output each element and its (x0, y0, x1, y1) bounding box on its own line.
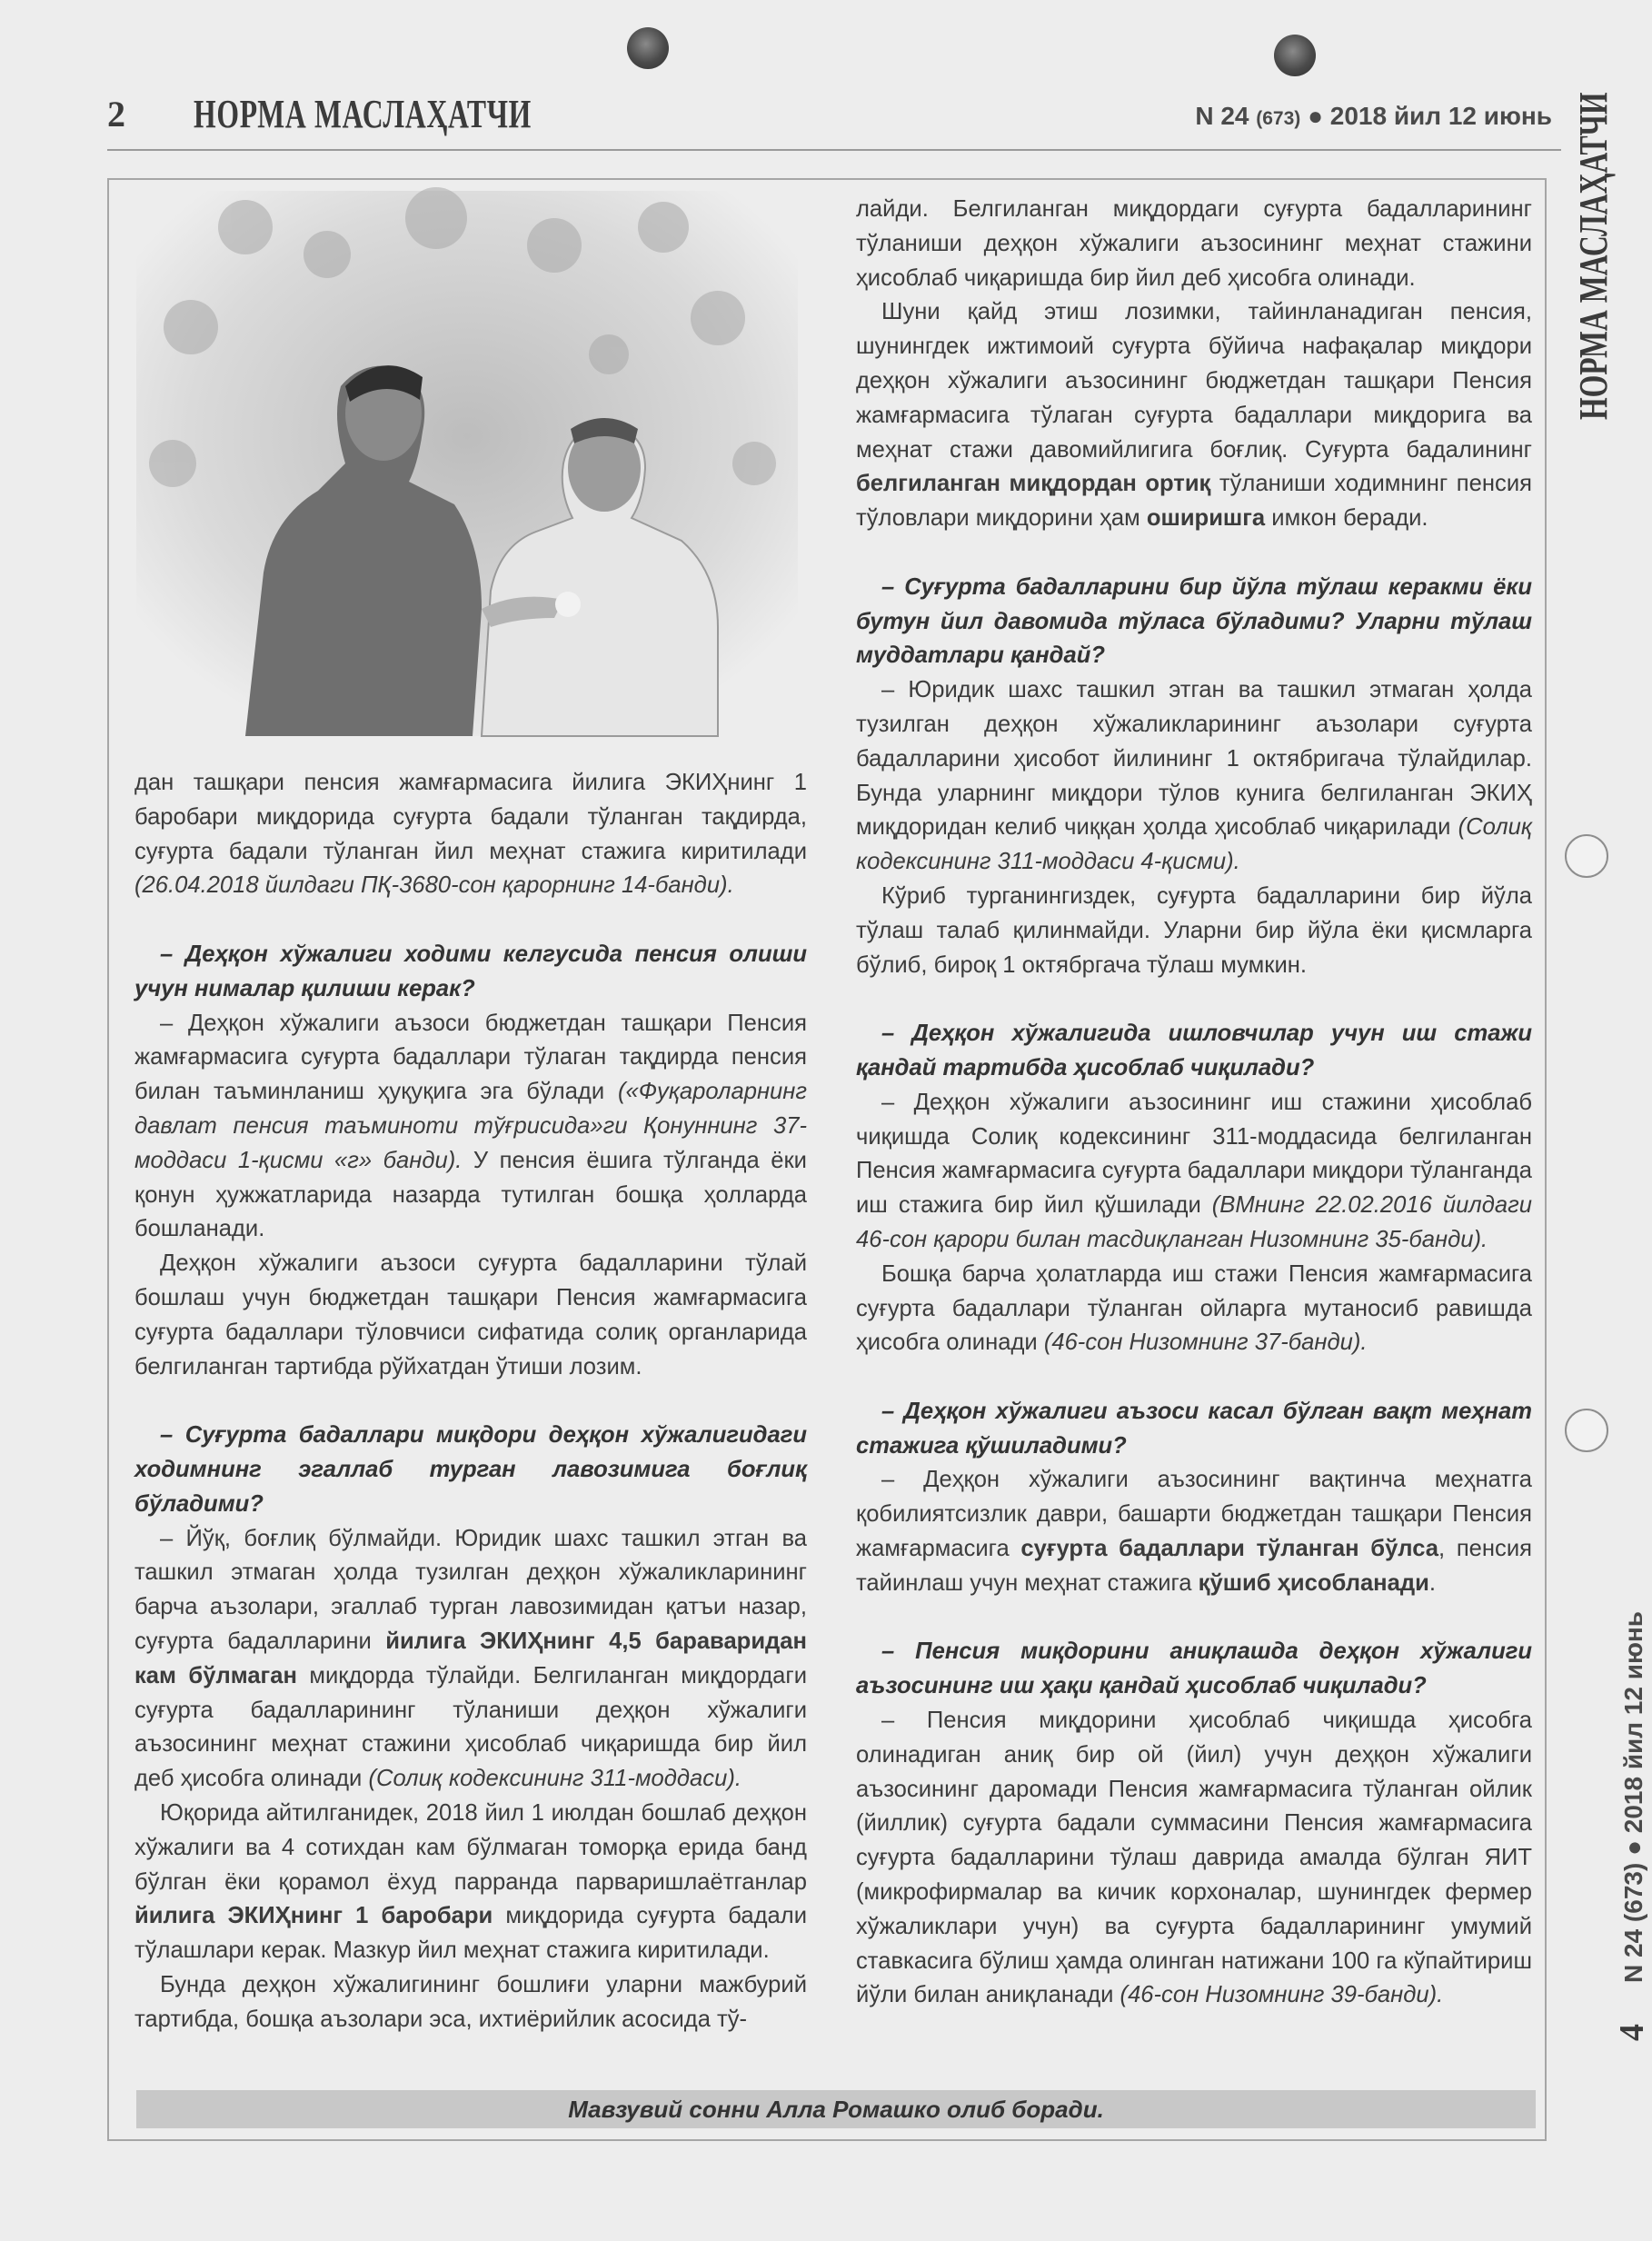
reference: (46-сон Низомнинг 39-банди). (1120, 1982, 1444, 2008)
side-page-number: 4 (1613, 2024, 1651, 2041)
side-issue-info: N 24 (673) ● 2018 йил 12 июнь (1619, 1611, 1647, 1983)
emphasis: йилига ЭКИҲнинг 1 баробари (134, 1903, 493, 1929)
paragraph (134, 1797, 807, 1968)
binder-hole (1274, 35, 1316, 76)
paragraph (856, 1704, 1532, 2013)
paragraph: лайди. Белгиланган миқдордаги суғурта бадалларининг тўланиши деҳқон хўжалиги аъзосининг меҳнат стажини ҳисоблаб чиқаришда бир йил деб ҳисобга олинади. (856, 196, 1532, 291)
emphasis: йилига ЭКИҲнинг 4,5 бараваридан кам бўлмаган (134, 1628, 807, 1688)
paragraph (134, 766, 807, 903)
text: Бошқа барча ҳолатларда иш стажи Пенсия жамғармасига суғурта бадаллари тўланган ойларга мутаносиб равишда ҳисобга олинади (856, 1260, 1532, 1356)
issue-date: ● 2018 йил 12 июнь (1308, 102, 1552, 130)
emphasis: белгиланган миқдордан ортиқ (856, 471, 1211, 497)
paragraph: Деҳқон хўжалиги аъзоси суғурта бадалларини тўлай бошлаш учун бюджетдан ташқари Пенсия жамғармасига суғурта бадаллари тўловчиси сифатида солиқ органларида белгиланган тартибда рўйхатдан ўтиши лозим. (134, 1250, 807, 1379)
paragraph: Бунда деҳқон хўжалигининг бошлиғи уларни мажбурий тартибда, бошқа аъзолари эса, ихтиёрийлик асосида тў- (134, 1971, 807, 2032)
emphasis: суғурта бадаллари тўланган бўлса (1020, 1536, 1439, 1562)
text: Шуни қайд этиш лозимки, тайинланадиган пенсия, шунингдек ижтимоий суғурта бўйича нафақалар миқдори деҳқон хўжалиги аъзосининг бюджетдан ташқари Пенсия жамғармасига тўлаган суғурта бадаллари миқдорига ва меҳнат стажи давомийлигига боғлиқ. Суғурта бадалининг (856, 299, 1532, 463)
punch-hole (1565, 1409, 1608, 1452)
paragraph: Кўриб турганингиздек, суғурта бадалларини бир йўла тўлаш талаб қилинмайди. Уларни бир йўла ёки қисмларга бўлиб, бироқ 1 октябргача тўлаш мумкин. (856, 882, 1532, 978)
issue-serial: (673) (1256, 108, 1301, 129)
text: . (1428, 1569, 1436, 1596)
question-heading: – Деҳқон хўжалиги аъзоси касал бўлган вақт меҳнат стажига қўшиладими? (856, 1398, 1532, 1459)
text: – Йўқ, боғлиқ бўлмайди. Юридик шахс ташкил этган ва ташкил этмаган ҳолда тузилган деҳқон хўжаликларининг барча аъзолари, эгаллаб турган лавозимидан қатъи назар, суғурта бадалларини (134, 1525, 807, 1654)
text: миқдорда тўлайди. Белгиланган миқдордаги суғурта бадалларининг тўланиши деҳқон хўжалиги аъзосининг меҳнат стажини ҳисоблаб чиқаришда бир йил деб ҳисобга олинади (134, 1662, 808, 1792)
text: – Юридик шахс ташкил этган ва ташкил этмаган ҳолда тузилган деҳқон хўжаликларининг аъзолари суғурта бадалларини ҳисобот йилининг 1 октябригача тўлайдилар. Бунда уларнинг миқдори тўлов кунига белгиланган ЭКИҲ миқдоридан келиб чиққан ҳолда ҳисоблаб чиқарилади (856, 677, 1532, 841)
text: миқдорида суғурта бадали тўлашлари керак. Мазкур йил меҳнат стажига киритилади. (134, 1903, 807, 1964)
left-column (134, 766, 807, 2037)
question-heading: – Суғурта бадалларини бир йўла тўлаш керакми ёки бутун йил давомида тўласа бўладими? Уларни тўлаш муддатлари қандай? (856, 573, 1532, 669)
issue-number: N 24 (1195, 102, 1249, 130)
question-heading: – Деҳқон хўжалиги ходими келгусида пенсия олиши учун нималар қилиши керак? (134, 941, 807, 1001)
reference: (Солиқ кодексининг 311-моддаси 4-қисми). (856, 814, 1532, 875)
text: , пенсия тайинлаш учун меҳнат стажига (856, 1536, 1532, 1596)
text: дан ташқари пенсия жамғармасига йилига ЭКИҲнинг 1 баробари миқдорида суғурта бадали тўланган тақдирда, суғурта бадали тўланган йил меҳнат стажига киритилади (134, 770, 807, 864)
text: У пенсия ёшига тўлганда ёки қонун ҳужжатларида назарда тутилган бошқа ҳолларда бошланади. (134, 1147, 807, 1242)
reference: (ВМнинг 22.02.2016 йилдаги 46-сон қарори билан тасдиқланган Низомнинг 35-банди). (856, 1192, 1532, 1252)
text: – Пенсия миқдорини ҳисоблаб чиқишда ҳисобга олинадиган аниқ бир ой (йил) учун деҳқон хўжалиги аъзосининг даромади Пенсия жамғармасига тўланган ойлик (йиллик) суғурта бадали суммасини Пенсия жамғармасига суғурта бадалларини тўлаш даврида амалда бўлган ЯИТ (микрофирмалар ва кичик корхоналар, шунингдек фермер хўжаликлари учун) ва суғурта бадалларининг умумий ставкасига бўлиш ҳамда олинган натижани 100 га кўпайтириш йўли билан аниқланади (856, 1708, 1532, 2008)
header-rule (107, 149, 1561, 151)
text: тўланиши ходимнинг пенсия тўловлари миқдорини ҳам (856, 471, 1532, 532)
issue-info (1195, 102, 1552, 131)
punch-hole (1565, 834, 1608, 878)
page-number: 2 (107, 94, 125, 134)
paragraph (856, 1258, 1532, 1360)
text: имкон беради. (1265, 505, 1428, 532)
article-photo (136, 191, 798, 736)
paragraph (856, 1463, 1532, 1600)
page-header (107, 91, 1552, 145)
text: – Деҳқон хўжалиги аъзоси бюджетдан ташқари Пенсия жамғармасига суғурта бадаллари тўлаган тақдирда пенсия билан таъминланиш ҳуқуқига эга бўлади (134, 1010, 807, 1105)
masthead-title: НОРМА МАСЛАҲАТЧИ (194, 92, 532, 136)
question-heading: – Суғурта бадаллари миқдори деҳқон хўжалигидаги ходимнинг эгаллаб турган лавозимига боғлиқ бўладими? (134, 1422, 807, 1517)
reference: (26.04.2018 йилдаги ПҚ-3680-сон қарорнинг 14-банди). (134, 872, 734, 899)
question-heading: – Деҳқон хўжалигида ишловчилар учун иш стажи қандай тартибда ҳисоблаб чиқилади? (856, 1021, 1532, 1081)
paragraph (856, 673, 1532, 880)
text: – Деҳқон хўжалиги аъзосининг иш стажини ҳисоблаб чиқишда Солиқ кодексининг 311-моддасида белгиланган Пенсия жамғармасига суғурта бадаллари миқдори тўланганда иш стажига бир йил қўшилади (856, 1089, 1532, 1219)
paragraph (856, 295, 1532, 536)
reference: («Фуқароларнинг давлат пенсия таъминоти тўғрисида»ги Қонуннинг 37-моддаси 1-қисми «г» банди). (134, 1079, 807, 1173)
side-masthead-text: НОРМА МАСЛАҲАТЧИ (1571, 92, 1616, 420)
right-column (856, 193, 1532, 2013)
reference: (Солиқ кодексининг 311-моддаси). (368, 1766, 741, 1792)
reference: (46-сон Низомнинг 37-банди). (1043, 1330, 1368, 1356)
photo-illustration (136, 191, 798, 736)
paragraph (134, 1007, 807, 1248)
editor-credit: Мавзувий сонни Алла Ромашко олиб боради. (136, 2090, 1536, 2128)
text: Юқорида айтилганидек, 2018 йил 1 июлдан бошлаб деҳқон хўжалиги ва 4 сотихдан кам бўлмаган томорқа ерида банд бўлган ёки қорамол ёхуд парранда парваришлаётганлар (134, 1799, 807, 1895)
question-heading: – Пенсия миқдорини аниқлашда деҳқон хўжалиги аъзосининг иш ҳақи қандай ҳисоблаб чиқилади? (856, 1638, 1532, 1699)
side-masthead (1570, 0, 1617, 420)
text: – Деҳқон хўжалиги аъзосининг вақтинча меҳнатга қобилиятсизлик даври, башарти бюджетдан ташқари Пенсия жамғармасига (856, 1467, 1532, 1562)
paragraph (134, 1522, 807, 1797)
binder-hole (627, 27, 669, 69)
emphasis: қўшиб ҳисобланади (1198, 1569, 1429, 1596)
emphasis: оширишга (1146, 505, 1266, 532)
paragraph (856, 1086, 1532, 1258)
